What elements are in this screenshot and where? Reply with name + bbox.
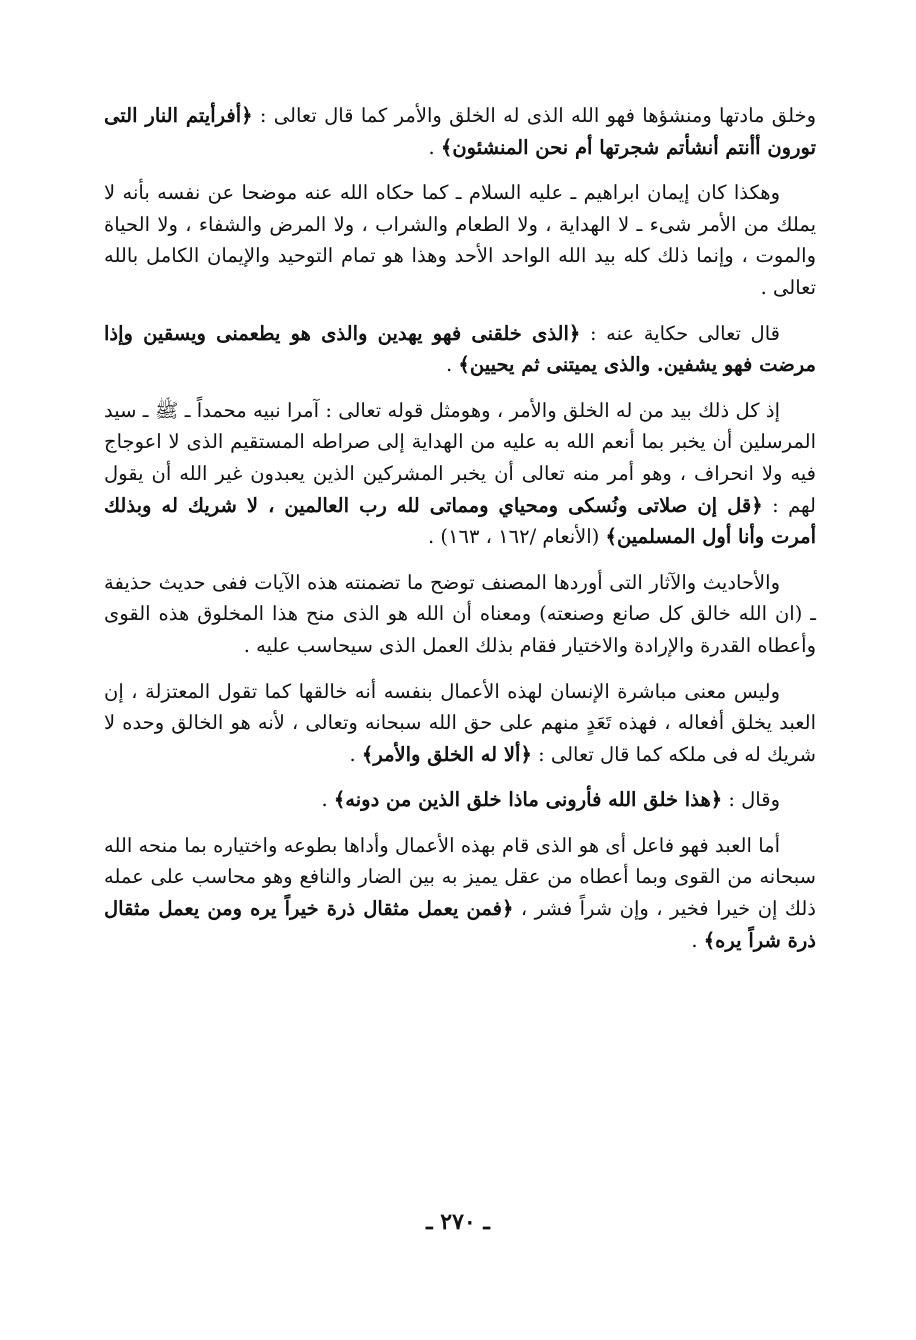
- page-number: ـ ٢٧٠ ـ: [426, 1209, 490, 1235]
- quran-verse: ﴿أفرأيتم النار التى تورون أأنتم أنشأتم شجرتها أم نحن المنشئون﴾: [104, 104, 816, 159]
- paragraph-p1: [104, 100, 816, 163]
- quran-verse: ﴿ألا له الخلق والأمر﴾: [361, 742, 532, 766]
- paragraph-p5: [104, 567, 816, 662]
- page-body-text: [104, 100, 816, 970]
- quran-verse: ﴿هذا خلق الله فأرونى ماذا خلق الذين من دونه﴾: [333, 788, 723, 812]
- paragraph-text: أما العبد فهو فاعل أى هو الذى قام بهذه الأعمال وأداها بطوعه واختياره بما منحه الله سبحانه من القوى وبما أعطاه من عقل يميز به بين الضار والنافع وهو محاسب على عمله ذلك إن خيرا فخير ، وإن شراً فشر ،: [104, 833, 816, 921]
- paragraph-text: إذ كل ذلك بيد من له الخلق والأمر ، وهومثل قوله تعالى : آمرا نبيه محمداً ـ ﷺ ـ سيد المرسلين أن يخبر بما أنعم الله به عليه من الهداية إلى صراطه المستقيم الذى لا اعوجاج فيه ولا انحراف ، وهو أمر منه تعالى أن يخبر المشركين الذين يعبدون غير الله أن يقول لهم :: [104, 398, 816, 517]
- quran-verse: ﴿قل إن صلاتى ونُسكى ومحياي ومماتى لله رب العالمين ، لا شريك له وبذلك أمرت وأنا أول المسلمين﴾: [104, 493, 816, 549]
- paragraph-text: وخلق مادتها ومنشؤها فهو الله الذى له الخلق والأمر كما قال تعالى :: [252, 104, 816, 127]
- paragraph-p3: [104, 318, 816, 381]
- paragraph-p7: [104, 784, 816, 816]
- paragraph-text: وهكذا كان إيمان ابراهيم ـ عليه السلام ـ كما حكاه الله عنه موضحا عن نفسه بأنه لا يملك من الأمر شىء ـ لا الهداية ، ولا الطعام والشراب ، ولا المرض والشفاء ، ولا الحياة والموت ، وإنما ذلك كله بيد الله الواحد الأحد وهذا هو تمام التوحيد والإيمان الكامل بالله تعالى .: [104, 181, 816, 299]
- paragraph-text: (الأنعام /١٦٢ ، ١٦٣) .: [428, 525, 606, 549]
- paragraph-text: والأحاديث والآثار التى أوردها المصنف توضح ما تضمنته هذه الآيات ففى حديث حذيفة ـ (ان الله خالق كل صانع وصنعته) ومعناه أن الله هو الذى منح هذا المخلوق هذه القوى وأعطاه القدرة والإرادة والاختيار فقام بذلك العمل الذى سيحاسب عليه .: [104, 570, 816, 657]
- paragraph-p6: [104, 676, 816, 771]
- paragraph-text: .: [691, 928, 704, 952]
- quran-verse: ﴿فمن يعمل مثقال ذرة خيراً يره ومن يعمل مثقال ذرة شراً يره﴾: [104, 897, 816, 952]
- paragraph-text: .: [321, 788, 334, 812]
- quran-verse: ﴿الذى خلقنى فهو يهدين والذى هو يطعمنى ويسقين وإذا مرضت فهو يشفين. والذى يميتنى ثم يحيين﴾: [104, 321, 816, 377]
- paragraph-p2: [104, 177, 816, 303]
- paragraph-text: .: [349, 742, 362, 766]
- paragraph-p8: [104, 830, 816, 956]
- paragraph-text: وليس معنى مباشرة الإنسان لهذه الأعمال بنفسه أنه خالقها كما تقول المعتزلة ، إن العبد يخلق أفعاله ، فهذه تَعَدٍ منهم على حق الله سبحانه وتعالى ، لأنه هو الخالق وحده لا شريك له فى ملكه كما قال تعالى :: [104, 679, 816, 766]
- paragraph-text: وقال :: [722, 788, 780, 812]
- paragraph-text: قال تعالى حكاية عنه :: [580, 321, 780, 345]
- paragraph-text: .: [428, 135, 441, 159]
- paragraph-text: .: [446, 353, 459, 377]
- paragraph-p4: [104, 395, 816, 553]
